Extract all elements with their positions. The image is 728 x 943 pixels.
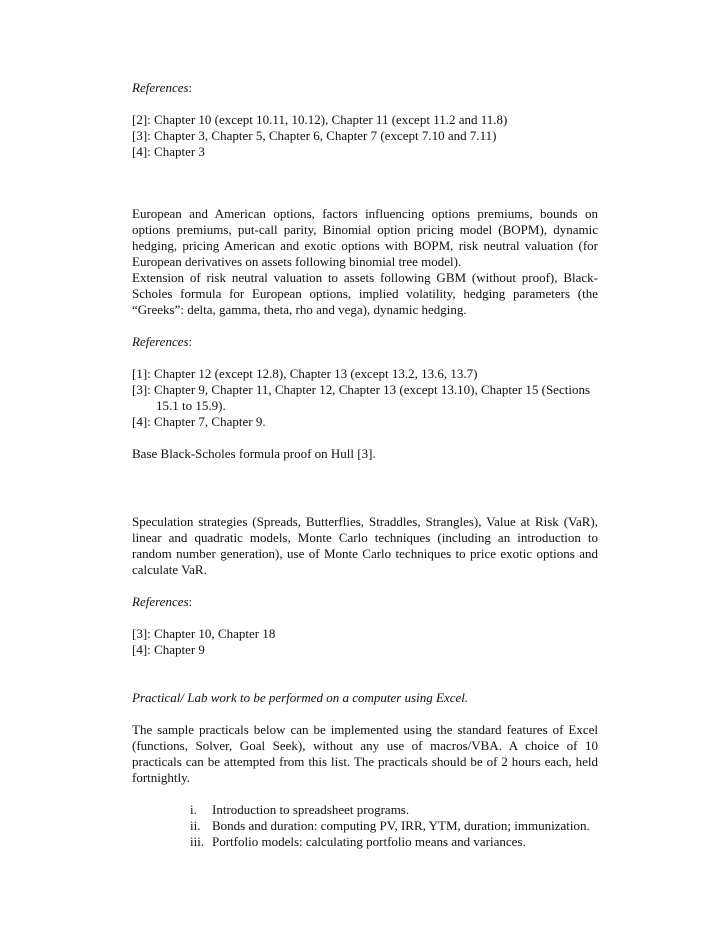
- reference-item: [4]: Chapter 3: [132, 144, 205, 159]
- references-list-1: [132, 112, 598, 160]
- references-list-2: [132, 366, 598, 430]
- list-item-number: i.: [190, 802, 197, 817]
- references-heading-3: References:: [132, 594, 193, 609]
- section2-paragraph-1: European and American options, factors influencing options premiums, bounds on options premiums, put-call parity, Binomial option pricing model (BOPM), dynamic hedging, pricing American and exotic options with BOPM, risk neutral valuation (for European derivatives on assets following binomial tree model).: [132, 206, 598, 269]
- references-heading-1: References:: [132, 80, 193, 95]
- document-page: [132, 80, 598, 850]
- references-heading-2: References:: [132, 334, 193, 349]
- section3-paragraph: Speculation strategies (Spreads, Butterflies, Straddles, Strangles), Value at Risk (VaR), linear and quadratic models, Monte Carlo techniques (including an introduction to random number generation), use of Monte Carlo techniques to price exotic options and calculate VaR.: [132, 514, 598, 577]
- references-list-3: [132, 626, 598, 658]
- reference-item-continued: 15.1 to 15.9).: [156, 398, 226, 413]
- list-item: [132, 834, 598, 850]
- reference-item: [1]: Chapter 12 (except 12.8), Chapter 13 (except 13.2, 13.6, 13.7): [132, 366, 478, 381]
- list-item-text: Introduction to spreadsheet programs.: [212, 802, 410, 817]
- list-item-number: iii.: [190, 834, 205, 849]
- reference-item: [4]: Chapter 7, Chapter 9.: [132, 414, 266, 429]
- practical-heading: Practical/ Lab work to be performed on a computer using Excel.: [132, 690, 469, 705]
- list-item-text: Portfolio models: calculating portfolio means and variances.: [212, 834, 526, 849]
- proof-note: Base Black-Scholes formula proof on Hull [3].: [132, 446, 376, 461]
- reference-item: [3]: Chapter 9, Chapter 11, Chapter 12, Chapter 13 (except 13.10), Chapter 15 (Sections: [132, 382, 591, 397]
- reference-item: [3]: Chapter 3, Chapter 5, Chapter 6, Chapter 7 (except 7.10 and 7.11): [132, 128, 497, 143]
- section2-paragraph-2: Extension of risk neutral valuation to assets following GBM (without proof), Black-Scholes formula for European options, implied volatility, hedging parameters (the “Greeks”: delta, gamma, theta, rho and vega), dynamic hedging.: [132, 270, 598, 317]
- practicals-list: [132, 802, 598, 850]
- reference-item: [4]: Chapter 9: [132, 642, 205, 657]
- reference-item: [2]: Chapter 10 (except 10.11, 10.12), Chapter 11 (except 11.2 and 11.8): [132, 112, 508, 127]
- list-item-text: Bonds and duration: computing PV, IRR, YTM, duration; immunization.: [212, 818, 590, 833]
- reference-item: [3]: Chapter 10, Chapter 18: [132, 626, 276, 641]
- list-item-number: ii.: [190, 818, 201, 833]
- list-item: [132, 802, 598, 818]
- practical-intro: The sample practicals below can be implemented using the standard features of Excel (functions, Solver, Goal Seek), without any use of macros/VBA. A choice of 10 practicals can be attempted from this list. The practicals should be of 2 hours each, held fortnightly.: [132, 722, 598, 785]
- list-item: [132, 818, 598, 834]
